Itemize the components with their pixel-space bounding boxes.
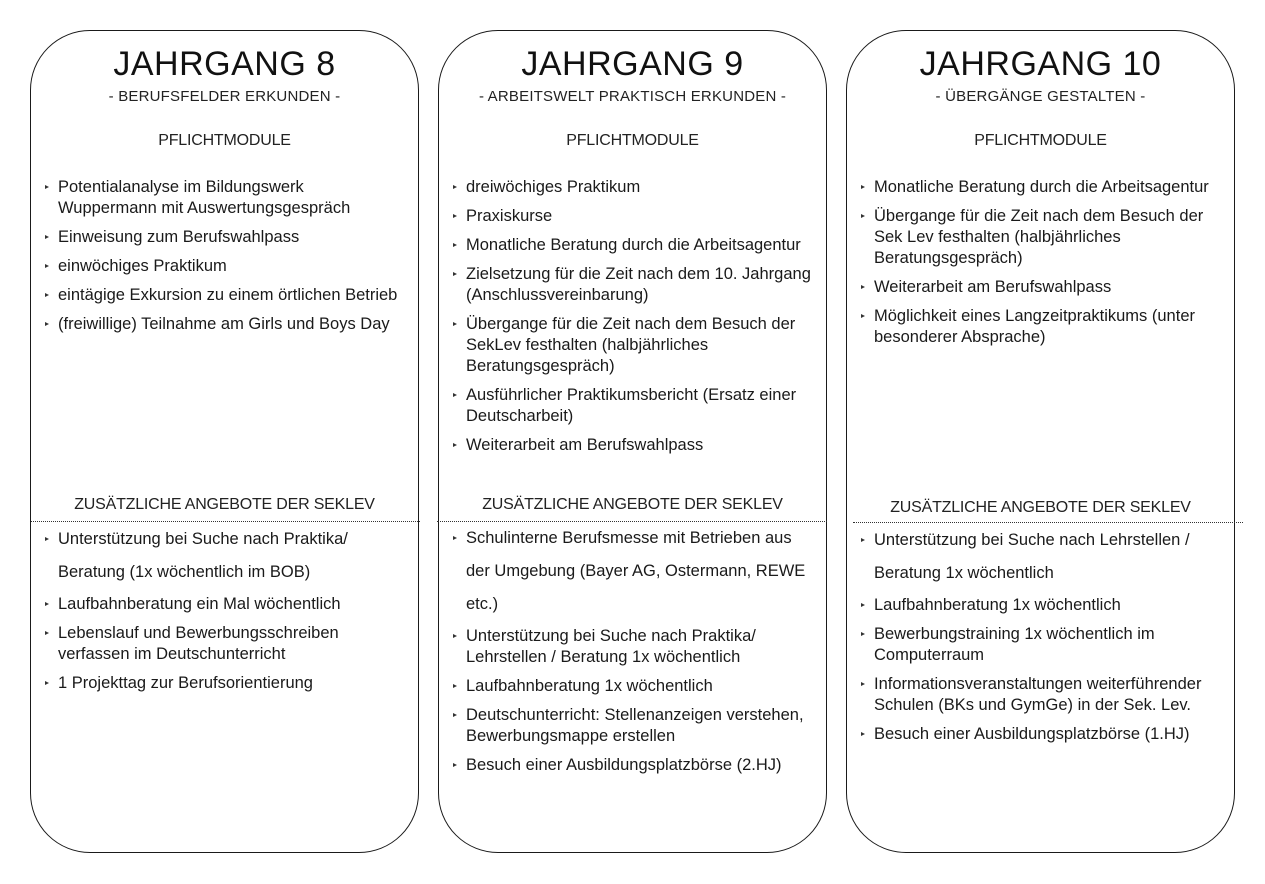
list-item: Potentialanalyse im Bildungswerk Wuppermann mit Auswertungsgespräch bbox=[43, 177, 404, 219]
list-item: Lebenslauf und Bewerbungsschreiben verfassen im Deutschunterricht bbox=[43, 623, 404, 665]
list-item: (freiwillige) Teilnahme am Girls und Boys Day bbox=[43, 314, 404, 335]
pflicht-list bbox=[859, 177, 1220, 356]
card-jahrgang-10 bbox=[846, 30, 1235, 853]
card-title: JAHRGANG 10 bbox=[919, 45, 1162, 83]
list-item: Weiterarbeit am Berufswahlpass bbox=[859, 277, 1220, 298]
list-item: Laufbahnberatung 1x wöchentlich bbox=[859, 595, 1220, 616]
pflicht-heading: PFLICHTMODULE bbox=[158, 132, 291, 149]
list-item: eintägige Exkursion zu einem örtlichen Betrieb bbox=[43, 285, 404, 306]
list-item: Unterstützung bei Suche nach Praktika/ Lehrstellen / Beratung 1x wöchentlich bbox=[451, 626, 812, 668]
list-item: Laufbahnberatung ein Mal wöchentlich bbox=[43, 594, 404, 615]
zusatz-heading: ZUSÄTZLICHE ANGEBOTE DER SEKLEV bbox=[74, 496, 375, 513]
dotted-divider bbox=[31, 521, 420, 522]
list-item: Monatliche Beratung durch die Arbeitsagentur bbox=[451, 235, 812, 256]
list-item: Einweisung zum Berufswahlpass bbox=[43, 227, 404, 248]
card-subtitle: - ARBEITSWELT PRAKTISCH ERKUNDEN - bbox=[478, 88, 787, 105]
list-item: Laufbahnberatung 1x wöchentlich bbox=[451, 676, 812, 697]
list-item: 1 Projekttag zur Berufsorientierung bbox=[43, 673, 404, 694]
list-item: Übergange für die Zeit nach dem Besuch der Sek Lev festhalten (halbjährliches Beratungsgespräch) bbox=[859, 206, 1220, 269]
card-title: JAHRGANG 9 bbox=[521, 45, 744, 83]
card-jahrgang-9 bbox=[438, 30, 827, 853]
pflicht-list bbox=[451, 177, 812, 464]
list-item: Monatliche Beratung durch die Arbeitsagentur bbox=[859, 177, 1220, 198]
pflicht-heading: PFLICHTMODULE bbox=[566, 132, 699, 149]
card-subtitle: - ÜBERGÄNGE GESTALTEN - bbox=[935, 88, 1146, 105]
list-item: Weiterarbeit am Berufswahlpass bbox=[451, 435, 812, 456]
list-item: Deutschunterricht: Stellenanzeigen verstehen, Bewerbungsmappe erstellen bbox=[451, 705, 812, 747]
list-item: Zielsetzung für die Zeit nach dem 10. Jahrgang (Anschlussvereinbarung) bbox=[451, 264, 812, 306]
zusatz-list bbox=[43, 523, 404, 702]
card-title: JAHRGANG 8 bbox=[113, 45, 336, 83]
list-item: Besuch einer Ausbildungsplatzbörse (2.HJ) bbox=[451, 755, 812, 776]
list-item: Ausführlicher Praktikumsbericht (Ersatz einer Deutscharbeit) bbox=[451, 385, 812, 427]
list-item: dreiwöchiges Praktikum bbox=[451, 177, 812, 198]
list-item: Schulinterne Berufsmesse mit Betrieben aus der Umgebung (Bayer AG, Ostermann, REWE etc.) bbox=[451, 522, 812, 621]
card-subtitle: - BERUFSFELDER ERKUNDEN - bbox=[108, 88, 341, 105]
pflicht-heading: PFLICHTMODULE bbox=[974, 132, 1107, 149]
list-item: Informationsveranstaltungen weiterführender Schulen (BKs und GymGe) in der Sek. Lev. bbox=[859, 674, 1220, 716]
list-item: Bewerbungstraining 1x wöchentlich im Computerraum bbox=[859, 624, 1220, 666]
pflicht-list bbox=[43, 177, 404, 343]
list-item: Unterstützung bei Suche nach Lehrstellen / Beratung 1x wöchentlich bbox=[859, 524, 1220, 590]
zusatz-list bbox=[859, 524, 1220, 753]
list-item: Unterstützung bei Suche nach Praktika/ Beratung (1x wöchentlich im BOB) bbox=[43, 523, 404, 589]
zusatz-list bbox=[451, 522, 812, 784]
list-item: einwöchiges Praktikum bbox=[43, 256, 404, 277]
list-item: Besuch einer Ausbildungsplatzbörse (1.HJ) bbox=[859, 724, 1220, 745]
dotted-divider bbox=[853, 522, 1243, 523]
card-jahrgang-8 bbox=[30, 30, 419, 853]
zusatz-heading: ZUSÄTZLICHE ANGEBOTE DER SEKLEV bbox=[482, 496, 783, 513]
list-item: Übergange für die Zeit nach dem Besuch der SekLev festhalten (halbjährliches Beratungsgespräch) bbox=[451, 314, 812, 377]
zusatz-heading: ZUSÄTZLICHE ANGEBOTE DER SEKLEV bbox=[890, 499, 1191, 516]
list-item: Praxiskurse bbox=[451, 206, 812, 227]
list-item: Möglichkeit eines Langzeitpraktikums (unter besonderer Absprache) bbox=[859, 306, 1220, 348]
